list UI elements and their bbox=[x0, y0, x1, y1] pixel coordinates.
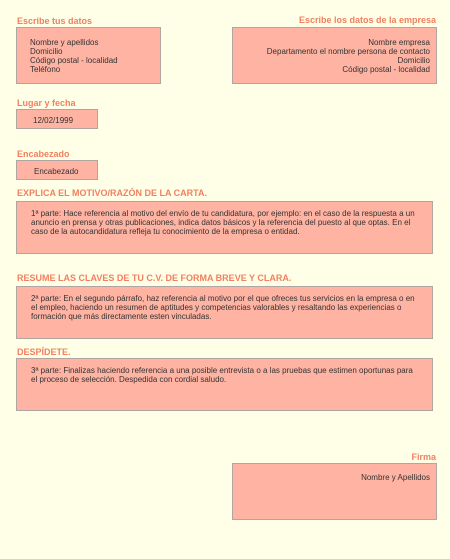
place-date-box bbox=[16, 109, 98, 129]
paragraph2-heading: RESUME LAS CLAVES DE TU C.V. DE FORMA BREVE Y CLARA. bbox=[17, 273, 292, 283]
signature-heading: Firma bbox=[411, 452, 436, 462]
signature-box bbox=[232, 463, 437, 520]
signature-value: Nombre y Apellidos bbox=[361, 473, 430, 482]
recipient-postal: Código postal - localidad bbox=[342, 65, 430, 74]
recipient-heading: Escribe los datos de la empresa bbox=[298, 15, 436, 25]
sender-phone: Teléfono bbox=[30, 65, 61, 74]
recipient-address: Domicilio bbox=[397, 56, 430, 65]
paragraph3-heading: DESPÍDETE. bbox=[17, 347, 71, 357]
header-box bbox=[16, 160, 98, 180]
paragraph3-box bbox=[16, 358, 433, 411]
sender-box bbox=[16, 27, 161, 84]
sender-name: Nombre y apellidos bbox=[30, 38, 99, 47]
place-date-heading: Lugar y fecha bbox=[17, 98, 76, 108]
sender-heading: Escribe tus datos bbox=[17, 16, 93, 26]
paragraph2-box bbox=[16, 286, 433, 339]
paragraph1-heading: EXPLICA EL MOTIVO/RAZÓN DE LA CARTA. bbox=[17, 188, 208, 198]
paragraph1-text: 1ª parte: Hace referencia al motivo del envío de tu candidatura, por ejemplo: en el caso de la respuesta a un anuncio en prensa y otras publicaciones, indica datos básicos y la referencia del puesto al que optas. En el caso de la autocandidatura refleja tu conocimiento de la empresa o entidad. bbox=[31, 209, 415, 236]
sender-postal: Código postal - localidad bbox=[30, 56, 118, 65]
place-date-value: 12/02/1999 bbox=[33, 116, 74, 125]
recipient-company: Nombre empresa bbox=[368, 38, 430, 47]
header-value: Encabezado bbox=[34, 167, 79, 176]
recipient-department: Departamento el nombre persona de contacto bbox=[266, 47, 430, 56]
paragraph2-text: 2ª parte: En el segundo párrafo, haz referencia al motivo por el que ofreces tus servicios en la empresa o en el empleo, haciendo un resumen de aptitudes y competencias valorables y resaltando las experiencias o formación que más directamente esten vinculadas. bbox=[31, 294, 415, 321]
paragraph3-text: 3ª parte: Finalizas haciendo referencia a una posible entrevista o a las pruebas que estimen oportunas para el proceso de selección. Despedida con cordial saludo. bbox=[31, 366, 413, 384]
sender-address: Domicilio bbox=[30, 47, 63, 56]
header-heading: Encabezado bbox=[17, 149, 70, 159]
paragraph1-box bbox=[16, 201, 433, 254]
recipient-box bbox=[232, 27, 437, 84]
